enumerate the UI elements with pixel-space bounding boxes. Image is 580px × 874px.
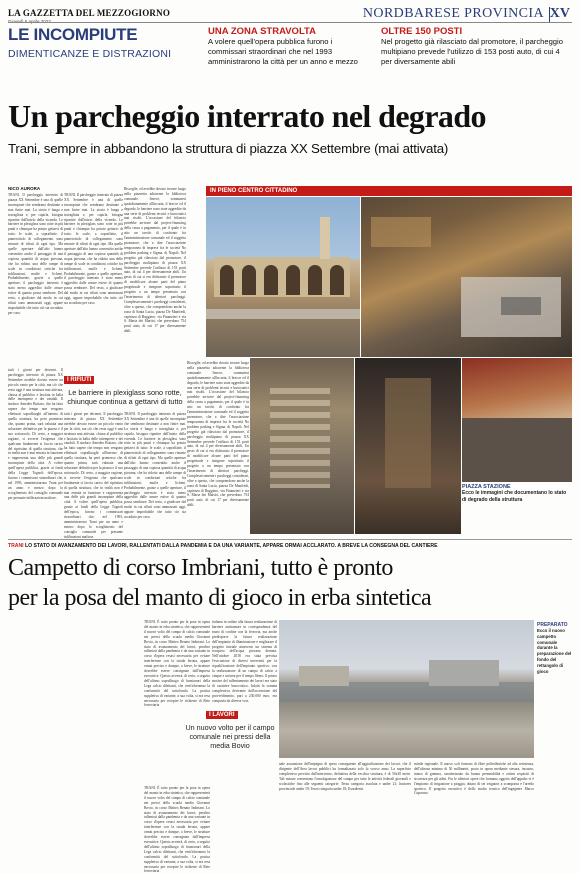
main-article-col2c: TRANI. Il parcheggio interrato di piazza XX Settembre è una di quelle incompiute che sembrano destinate a non finire mai. La storia è lunga e travagliata e, per capirla, bisogna ripartire dall'inizio della vicenda. Le barriere in plexiglass sono rotte in più punti e chiunque ha potuto gettarvi di tutto: le scale, a sopraffatte, il pianerottolo di collegamento sono rimaste di rifiuti di ogni tipo. Ma quelle aperture dall'alto hanno consentito anche il passaggio di una copiosa quantità di acqua piovana, che ha ridotto una delle rampe di scale in condizioni critiche fra infiltrazioni, muffe e licheni. Probabilmente, grazie a quelle aperture, il parcheggio interrato è stato meno aggredito dalle arsure estive di quanto possa sembrare. Del resto, a giudicare dal modo in cui rifiuti sono ammassati oggi, appare improbabile che tutto ciò sia accaduto per caso. (124, 412, 186, 520)
series-title: LE INCOMPIUTE (8, 25, 138, 44)
paper-name: LA GAZZETTA DEL MEZZOGIORNO (8, 8, 171, 18)
section-divider (8, 539, 572, 540)
second-headline-line1: Campetto di corso Imbriani, tutto è pronto (8, 555, 393, 581)
second-article-col3: nale assunzione dell'impegno di spesa conseguente all'aggiudicazione dei lavori, che il dirigente dell'Area lavori pubblici ha formalizzato solo lo scorso anno. La superficie complessiva prevista dall'intervento, definitiva della vecchia struttura, è di 50x30 metri. Tali misure consentono l'omologazione del campo per tutte le attività federali giovanili e scolastiche fino alle seguenti categorie: Terza categoria assoluta e under 21; Juniores provinciale under 19; Terza categoria under 18; Esordienti. (279, 762, 411, 791)
photo-campetto (279, 620, 534, 758)
photo2-caption (537, 622, 573, 692)
main-article-col2b: tutti i giorni per decenni. Il parcheggio interrato di piazza XX Settembre avrebbe dovuto essere un piccolo vanto per la città, ma ciò che resta oggi è una struttura mai attivata, chiusa al pubblico e lasciata in balia delle intemperie e dei vandali. Il sindaco Amedeo Bottaro, che ha fatto sapere che tempo non vengono effettuati sopralluoghi all'interno di quella struttura, ha però promesso che, quanto prima, sarà valutata una soluzione definitiva per la piazza e il suo sottosuolo. Di certo, a maggior ragione, si avverte l'esigenza che qualcuno finalmente si faccia carico del ripristino di quella struttura, che in realtà non è mai entrata in funzione e rappresenta una delle più grandi incompiute della città. A volere quell'opera pubblica, grazie ai fondi della Legge Tognoli dell'epoca, furono i commissari straordinari che, nel 1993, amministrarono Trani per un anno e mezzo dopo lo scioglimento del consiglio comunale per presunte infiltrazioni mafiose. (64, 412, 123, 539)
main-article-col2: tutti i giorni per decenni. Il parcheggio interrato di piazza XX Settembre avrebbe dovuto essere un piccolo vanto per la città, ma ciò che resta oggi è una struttura mai attivata, chiusa al pubblico e lasciata in balia delle intemperie e dei vandali. Il sindaco Amedeo Bottaro, che ha fatto sapere che tempo non vengono effettuati sopralluoghi all'interno di quella struttura, ha però promesso che, quanto prima, sarà valutata una soluzione definitiva per la piazza e il suo sottosuolo. Di certo, a maggior ragione, si avverte l'esigenza che qualcuno finalmente si faccia carico del ripristino di quella struttura, che in realtà non è mai entrata in funzione e rappresenta una delle più grandi incompiute della città. A volere quell'opera pubblica, grazie ai fondi della Legge Tognoli dell'epoca, furono i commissari straordinari che, nel 1993, amministrarono Trani per un anno e mezzo dopo lo scioglimento del consiglio comunale per presunte infiltrazioni mafiose. (8, 368, 63, 500)
photo-interior-concrete (361, 197, 572, 357)
quote-lavori (184, 703, 276, 761)
photo-section-label: IN PIENO CENTRO CITTADINO (206, 186, 572, 196)
photo-staircase (250, 358, 354, 534)
second-kicker (8, 543, 572, 549)
photo2-caption-text: Ecco il nuovo campetto comunale durante la preparazione del fondo del rettangolo di gioco (537, 628, 572, 674)
second-article-col1: TRANI. È tutto pronto per la posa in opera del manto in erba sintetica, che rappresenterà il nuovo volto del campo di calcio comunale nei pressi della scuola media Giovanni Bovio, in corso Matteo Renato Imbriani. Lo stato di avanzamento dei lavori, peraltro rallentati dalla pandemia e da una variante in corso d'opera resasi necessaria per evitare interferenze con la strada ferrata, appare ormai preciso e dunque, a breve, le strutture dovrebbe essere consegnate dall'impresa esecutrice. Questo avverrà, di certo, a seguito dell'ultimo sopralluogo di funzionari della Lega calcio dilettanti, che verificheranno la conformità del sottofondo. La pratica suppletiva di variante, a sua volta, si era resa necessaria per recepire le richieste di Rete ferroviaria (144, 620, 210, 708)
main-article-col1: TRANI. Il parcheggio interrato di piazza XX Settembre è una di quelle incompiute che sembrano destinate a non finire mai. La storia è lunga e travagliata e, per capirla, bisogna ripartire dall'inizio della vicenda. Le barriere in plexiglass sono rotte in più punti e chiunque ha potuto gettarvi di tutto: le scale, a sopraffatte, il pianerottolo di collegamento sono rimaste di rifiuti di ogni tipo. Ma quelle aperture dall'alto hanno consentito anche il passaggio di una copiosa quantità di acqua piovana, che ha ridotto una delle rampe di scale in condizioni critiche fra infiltrazioni, muffe e licheni. Probabilmente, grazie a quelle aperture, il parcheggio interrato è stato meno aggredito dalle arsure estive di quanto possa sembrare. Del resto, a giudicare dal modo in cui rifiuti sono ammassati oggi, appare improbabile che tutto ciò sia accaduto per caso. (8, 193, 63, 315)
teaser-text: Nel progetto già rilasciato dal promotore, il parcheggio multipiano prevede l'utilizzo di 153 posti auto, di cui 4 per diversamente abili (381, 37, 563, 66)
pull-quote-text: Le barriere in plexiglass sono rotte, chiunque continua a gettarvi di tutto (67, 388, 183, 406)
quote-lavori-text: Un nuovo volto per il campo comunale nei pressi della media Bovio (185, 723, 275, 751)
series-subtitle: DIMENTICANZE E DISTRAZIONI (8, 48, 172, 60)
second-headline-line2: per la posa del manto di gioco in erba sintetica (8, 585, 432, 611)
teaser-title: UNA ZONA STRAVOLTA (208, 26, 317, 37)
pull-quote-label: I RIFIUTI (64, 376, 94, 384)
quote-lavori-label: I LAVORI (206, 711, 238, 719)
photo2-caption-title: PREPARATO (537, 622, 568, 628)
main-article-col3b: Bisceglie, ed avrebbe dovuto trovare luogo nella piazzetta adiacente la biblioteca comunale. Invece, sommatesi quotidianamente all'incuria, il brecce ed il degrado, le barriere sono state aggredite da una serie di problemi tecnici e burocratici mai risolti. L'occasione del bilancio potrebbe arrivare dal project-financing della cassa a pagamento, per il quale è in atto un tavolo di confronto fra l'amministrazione comunale ed il soggetto promotore, che a dire l'associazione temporanea di imprese fra le società No problem parking e Sigma, di Napoli. Nel progetto già rilasciato dal promotore, il parcheggio multipiano di piazza XX Settembre prevede l'utilizzo di 153 posti auto, di cui 4 per diversamente abili. Un gesto di cui si era dichiarato il promotore di modificare alcune parti del piano progettuale e integrare soprattutto il progetto a un tempo presentato con l'inserimento di ulteriori parcheggi. Complessivamente i parcheggi considerati, oltre a questo, che comprendono anche la zona di Santa Lucia, piazza De Manfredi, capienza di Ruggiero, via Finanzieri e via S. Maria dei Martiri, che prevedono 754 posti auto, di cui 17 per diversamente abili. (187, 361, 249, 508)
second-article-col2: italiana in ordine alla futura realizzazione di barriere antirumore in corrispondenza del muro di confine con la ferrovia, ma anche predisporre la futura realizzazione dell'impianto di illuminazione e migliorare il progetto iniziale attraverso un sistema di recupero dell'acqua piovana drenata. Nell'ottobre 2018 era stata prevista l'esecuzione di diversi interventi per la riqualificazione dell'impianto sportivo, con la realizzazione di un campo di calcio a cinque e un'area per il tempo libero. Il primo motivo del rallentamento dei lavori era stato di carattere burocratico. Infatti la somma complessiva derivante dall'accensione del provvedimento, pari a 230.000 euro, era composta da diverse voci. (212, 620, 277, 703)
masthead-rule (8, 22, 572, 23)
photo-graffiti (462, 358, 572, 482)
main-subheadline: Trani, sempre in abbandono la struttura di piazza XX Settembre (mai attivata) (8, 141, 449, 156)
second-article-col4: minile regionale. Il nuovo soft formato di fibre polietileniche ad alta resistenza, dell'altezza minima di 50 millimetri, posto in opera mediante stesura, incastro, intaso di gomma, caratterizzato da buona permeabilità e ottimi requisiti di sicurezza per gli atleti. Fra le ulteriori opere che formano oggetto dell'appalto vi è l'impianto di irrigazione a pioggia, dotato di sei irrigatori a scomparsa e l'arredo sportivo. Il progetto esecutivo è dello studio tecnico dell'ingegnere Marco Caporuso. (414, 762, 534, 796)
page-number: XV (549, 6, 570, 21)
teaser-title: OLTRE 150 POSTI (381, 26, 463, 37)
teaser-oltre-150-posti (381, 26, 571, 67)
photo-caption (462, 484, 572, 534)
kicker-text: LO STATO DI AVANZAMENTO DEI LAVORI, RALLENTATI DALLA PANDEMIA E DA UNA VARIANTE, APPARE ORMAI ACCLARATO. A BREVE LA CONSEGNA DEL CANTIERE (24, 543, 438, 549)
author: NICO AURORA (8, 186, 41, 191)
kicker-place: TRANI (8, 543, 24, 549)
section-title: NORDBARESE PROVINCIA (362, 6, 544, 21)
photo-debris (355, 358, 461, 534)
main-article-col3: Bisceglie, ed avrebbe dovuto trovare luogo nella piazzetta adiacente la biblioteca comunale. Invece, sommatesi quotidianamente all'incuria, il brecce ed il degrado, le barriere sono state aggredite da una serie di problemi tecnici e burocratici mai risolti. L'occasione del bilancio potrebbe arrivare dal project-financing della cassa a pagamento, per il quale è in atto un tavolo di confronto fra l'amministrazione comunale ed il soggetto promotore, che a dire l'associazione temporanea di imprese fra le società No problem parking e Sigma, di Napoli. Nel progetto già rilasciato dal promotore, il parcheggio multipiano di piazza XX Settembre prevede l'utilizzo di 153 posti auto, di cui 4 per diversamente abili. Un gesto di cui si era dichiarato il promotore di modificare alcune parti del piano progettuale e integrare soprattutto il progetto a un tempo presentato con l'inserimento di ulteriori parcheggi. Complessivamente i parcheggi considerati, oltre a questo, che comprendono anche la zona di Santa Lucia, piazza De Manfredi, capienza di Ruggiero, via Finanzieri e via S. Maria dei Martiri, che prevedono 754 posti auto, di cui 17 per diversamente abili. (124, 187, 186, 334)
teaser-zona-stravolta (208, 26, 372, 67)
second-article-col1b: TRANI. È tutto pronto per la posa in opera del manto in erba sintetica, che rappresenterà il nuovo volto del campo di calcio comunale nei pressi della scuola media Giovanni Bovio, in corso Matteo Renato Imbriani. Lo stato di avanzamento dei lavori, peraltro rallentati dalla pandemia e da una variante in corso d'opera resasi necessaria per evitare interferenze con la strada ferrata, appare ormai preciso e dunque, a breve, le strutture dovrebbe essere consegnate dall'impresa esecutrice. Questo avverrà, di certo, a seguito dell'ultimo sopralluogo di funzionari della Lega calcio dilettanti, che verificheranno la conformità del sottofondo. La pratica suppletiva di variante, a sua volta, si era resa necessaria per recepire le richieste di Rete ferroviaria (144, 786, 210, 874)
teaser-text: A volere quell'opera pubblica furono i commissari straordinari che nel 1993 amministrarono la città per un anno e mezzo (208, 37, 358, 66)
photo-piazza (206, 197, 360, 357)
main-headline: Un parcheggio interrato nel degrado (8, 98, 486, 134)
photo-caption-title: PIAZZA STAZIONE (462, 484, 511, 490)
main-article-col1b: TRANI. Il parcheggio interrato di piazza XX Settembre è una di quelle incompiute che sembrano destinate a non finire mai. La storia è lunga e travagliata e, per capirla, bisogna ripartire dall'inizio della vicenda. Le barriere in plexiglass sono rotte in più punti e chiunque ha potuto gettarvi di tutto: le scale, a sopraffatte, il pianerottolo di collegamento sono rimaste di rifiuti di ogni tipo. Ma quelle aperture dall'alto hanno consentito anche il passaggio di una copiosa quantità di acqua piovana, che ha ridotto una delle rampe di scale in condizioni critiche fra infiltrazioni, muffe e licheni. Probabilmente, grazie a quelle aperture, il parcheggio interrato è stato meno aggredito dalle arsure estive di quanto possa sembrare. Del resto, a giudicare dal modo in cui rifiuti sono ammassati oggi, appare improbabile che tutto ciò sia accaduto per caso. (64, 193, 123, 305)
photo-caption-text: Ecco le immagini che documentano lo stato di degrado della struttura (462, 490, 567, 503)
